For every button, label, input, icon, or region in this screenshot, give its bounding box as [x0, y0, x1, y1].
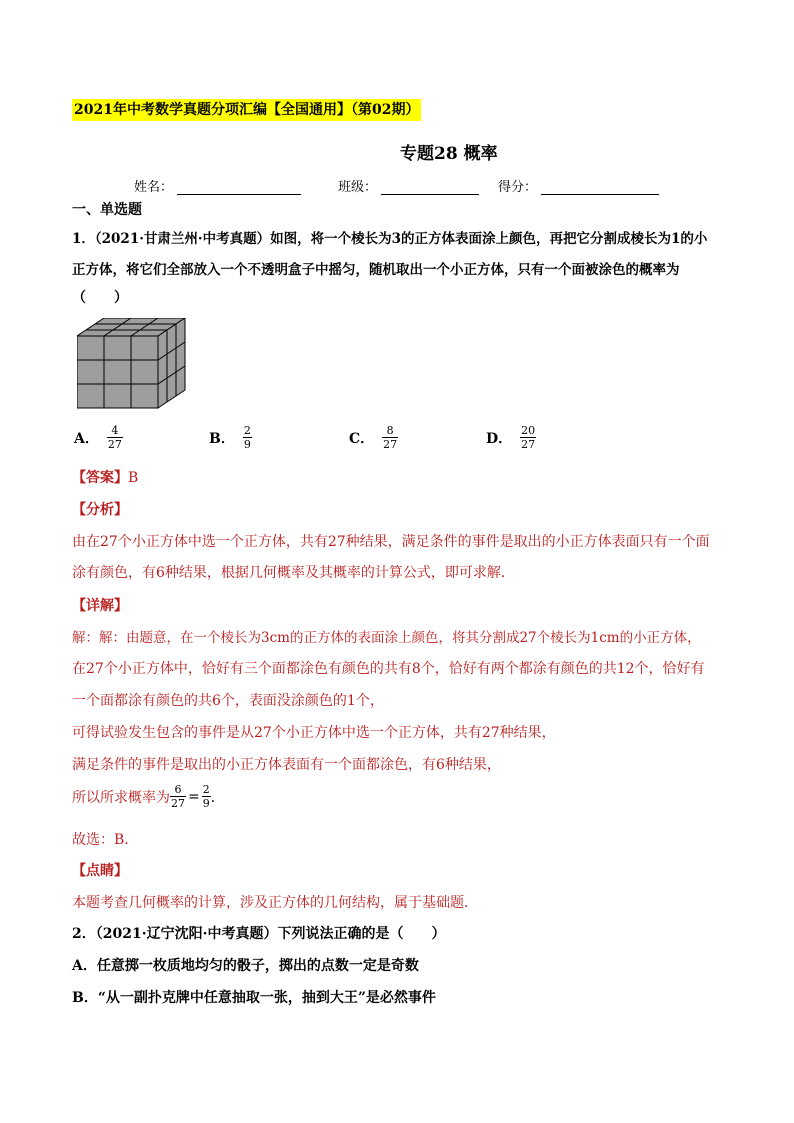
fraction-denominator: 27 — [107, 438, 122, 451]
q1-option-d — [486, 424, 536, 451]
detail-tag: 【详解】 — [72, 598, 128, 614]
q1-option-a — [74, 424, 123, 451]
section-heading: 一、单选题 — [72, 202, 142, 218]
option-fraction — [107, 424, 123, 451]
q2-option-b: B．“从一副扑克牌中任意抽取一张，抽到大王”是必然事件 — [72, 990, 436, 1006]
q1-option-c — [349, 424, 398, 451]
comment-text: 本题考查几何概率的计算，涉及正方体的几何结构，属于基础题． — [72, 895, 478, 911]
comment-tag: 【点睛】 — [72, 863, 128, 879]
q1-line2: 正方体，将它们全部放入一个不透明盒子中摇匀，随机取出一个小正方体，只有一个面被涂色的概率为 — [72, 262, 680, 278]
detail-line2: 在27个小正方体中，恰好有三个面都涂色有颜色的共有8个，恰好有两个都涂有颜色的共12个，恰好有 — [72, 661, 705, 677]
name-blank — [177, 180, 301, 195]
name-label: 姓名： — [134, 180, 174, 195]
option-label: A． — [74, 430, 99, 447]
fraction-denominator: 27 — [171, 797, 185, 810]
equals-sign: = — [188, 788, 200, 805]
score-blank — [541, 180, 659, 195]
fraction-denominator: 9 — [243, 438, 251, 451]
score-field — [498, 176, 659, 195]
class-label: 班级： — [338, 180, 378, 195]
detail-fraction-1 — [170, 783, 186, 810]
fraction-numerator: 4 — [111, 424, 119, 437]
q2-option-a: A．任意掷一枚质地均匀的骰子，掷出的点数一定是奇数 — [72, 958, 419, 974]
q1-option-b — [209, 424, 252, 451]
fraction-numerator: 2 — [202, 783, 210, 796]
option-label: B． — [209, 430, 235, 447]
answer-row — [72, 467, 138, 487]
answer-value: B — [128, 470, 139, 486]
analysis-tag: 【分析】 — [72, 502, 128, 518]
detail-line6-prefix: 所以所求概率为 — [72, 789, 170, 806]
option-label: C． — [349, 430, 375, 447]
fraction-numerator: 6 — [174, 783, 182, 796]
cube-front-face — [77, 336, 158, 408]
score-label: 得分： — [498, 180, 538, 195]
fraction-numerator: 8 — [386, 424, 394, 437]
name-field — [134, 176, 301, 195]
option-label: D． — [486, 430, 513, 447]
option-fraction — [243, 424, 252, 451]
detail-line3: 一个面都涂有颜色的共6个，表面没涂颜色的1个， — [72, 693, 384, 709]
detail-line5: 满足条件的事件是取出的小正方体表面有一个面都涂色，有6种结果， — [72, 757, 501, 773]
fraction-denominator: 9 — [202, 797, 210, 810]
page-title: 专题28 概率 — [400, 144, 498, 164]
fraction-numerator: 2 — [243, 424, 251, 437]
option-fraction — [382, 424, 398, 451]
cube-figure — [77, 318, 187, 412]
class-blank — [381, 180, 479, 195]
detail-line4: 可得试验发生包含的事件是从27个小正方体中选一个正方体，共有27种结果， — [72, 725, 556, 741]
analysis-line1: 由在27个小正方体中选一个正方体，共有27种结果，满足条件的事件是取出的小正方体表面只有一个面 — [72, 534, 710, 550]
answer-tag: 【答案】 — [72, 470, 128, 486]
detail-line7: 故选：B． — [72, 832, 139, 848]
q2-line1: 2．（2021·辽宁沈阳·中考真题）下列说法正确的是（ ） — [72, 926, 446, 942]
analysis-line2: 涂有颜色，有6种结果，根据几何概率及其概率的计算公式，即可求解． — [72, 565, 515, 581]
fraction-denominator: 27 — [383, 438, 398, 451]
q1-line1: 1．（2021·甘肃兰州·中考真题）如图，将一个棱长为3的正方体表面涂上颜色，再把它分割成棱长为1的小 — [72, 231, 708, 247]
detail-line6 — [72, 783, 225, 810]
detail-line6-suffix: ． — [210, 789, 225, 806]
header-tag: 2021年中考数学真题分项汇编【全国通用】（第02期） — [72, 99, 421, 121]
detail-line1: 解：解：由题意，在一个棱长为3cm的正方体的表面涂上颜色，将其分割成27个棱长为1cm的小正方体， — [72, 630, 701, 646]
q1-line3: （ ） — [72, 290, 128, 306]
class-field — [338, 176, 479, 195]
fraction-denominator: 27 — [521, 438, 536, 451]
fraction-numerator: 20 — [521, 424, 536, 437]
option-fraction — [520, 424, 536, 451]
detail-fraction-2 — [202, 783, 211, 810]
